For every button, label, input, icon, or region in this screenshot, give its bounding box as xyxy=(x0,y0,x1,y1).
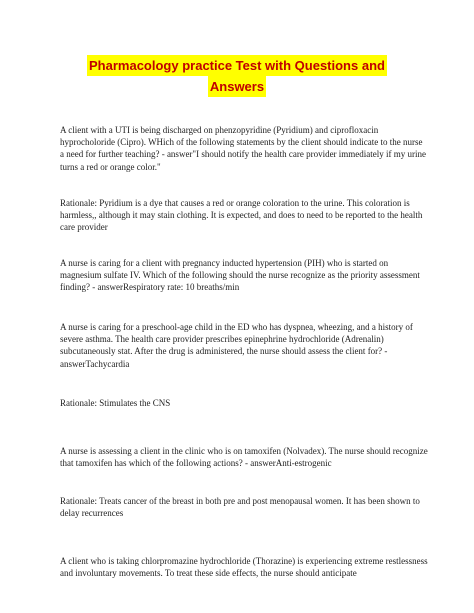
rationale-epinephrine: Rationale: Stimulates the CNS xyxy=(60,398,171,408)
question-magnesium-sulfate: A nurse is caring for a client with pregnancy inducted hypertension (PIH) who is started on magnesium sulfate IV. Which of the following should the nurse recognize as the priority assessment finding? - answerRespiratory rate: 10 breaths/min xyxy=(60,258,420,293)
rationale-tamoxifen: Rationale: Treats cancer of the breast in both pre and post menopausal women. It has been shown to delay recurrences xyxy=(60,496,420,519)
rationale-pyridium: Rationale: Pyridium is a dye that causes a red or orange coloration to the urine. This coloration is harmless,, although it may stain clothing. It is expected, and does to need to be reported to the health care provider xyxy=(60,198,423,233)
document-title xyxy=(0,55,474,97)
question-tamoxifen: A nurse is assessing a client in the clinic who is on tamoxifen (Nolvadex). The nurse should recognize that tamoxifen has which of the following actions? - answerAnti-estrogenic xyxy=(60,446,428,469)
question-uti-pyridium: A client with a UTI is being discharged on phenzopyridine (Pyridium) and ciprofloxacin hyprocholoride (Cipro). WHich of the following statements by the client should indicate to the nurse a need for further teaching? - answer"I should notify the health care provider immediately if my urine turns a red or orange color." xyxy=(60,125,427,172)
question-chlorpromazine: A client who is taking chlorpromazine hydrochloride (Thorazine) is experiencing extreme restlessness and involuntary movements. To treat these side effects, the nurse should anticipate xyxy=(60,556,428,579)
title-line-1: Pharmacology practice Test with Questions and xyxy=(87,55,387,76)
title-line-2: Answers xyxy=(208,76,266,97)
question-epinephrine: A nurse is caring for a preschool-age child in the ED who has dyspnea, wheezing, and a history of severe asthma. The health care provider prescribes epinephrine hydrochloride (Adrenalin) subcutaneously stat. After the drug is administered, the nurse should assess the client for? - answerTachycardia xyxy=(60,322,413,369)
